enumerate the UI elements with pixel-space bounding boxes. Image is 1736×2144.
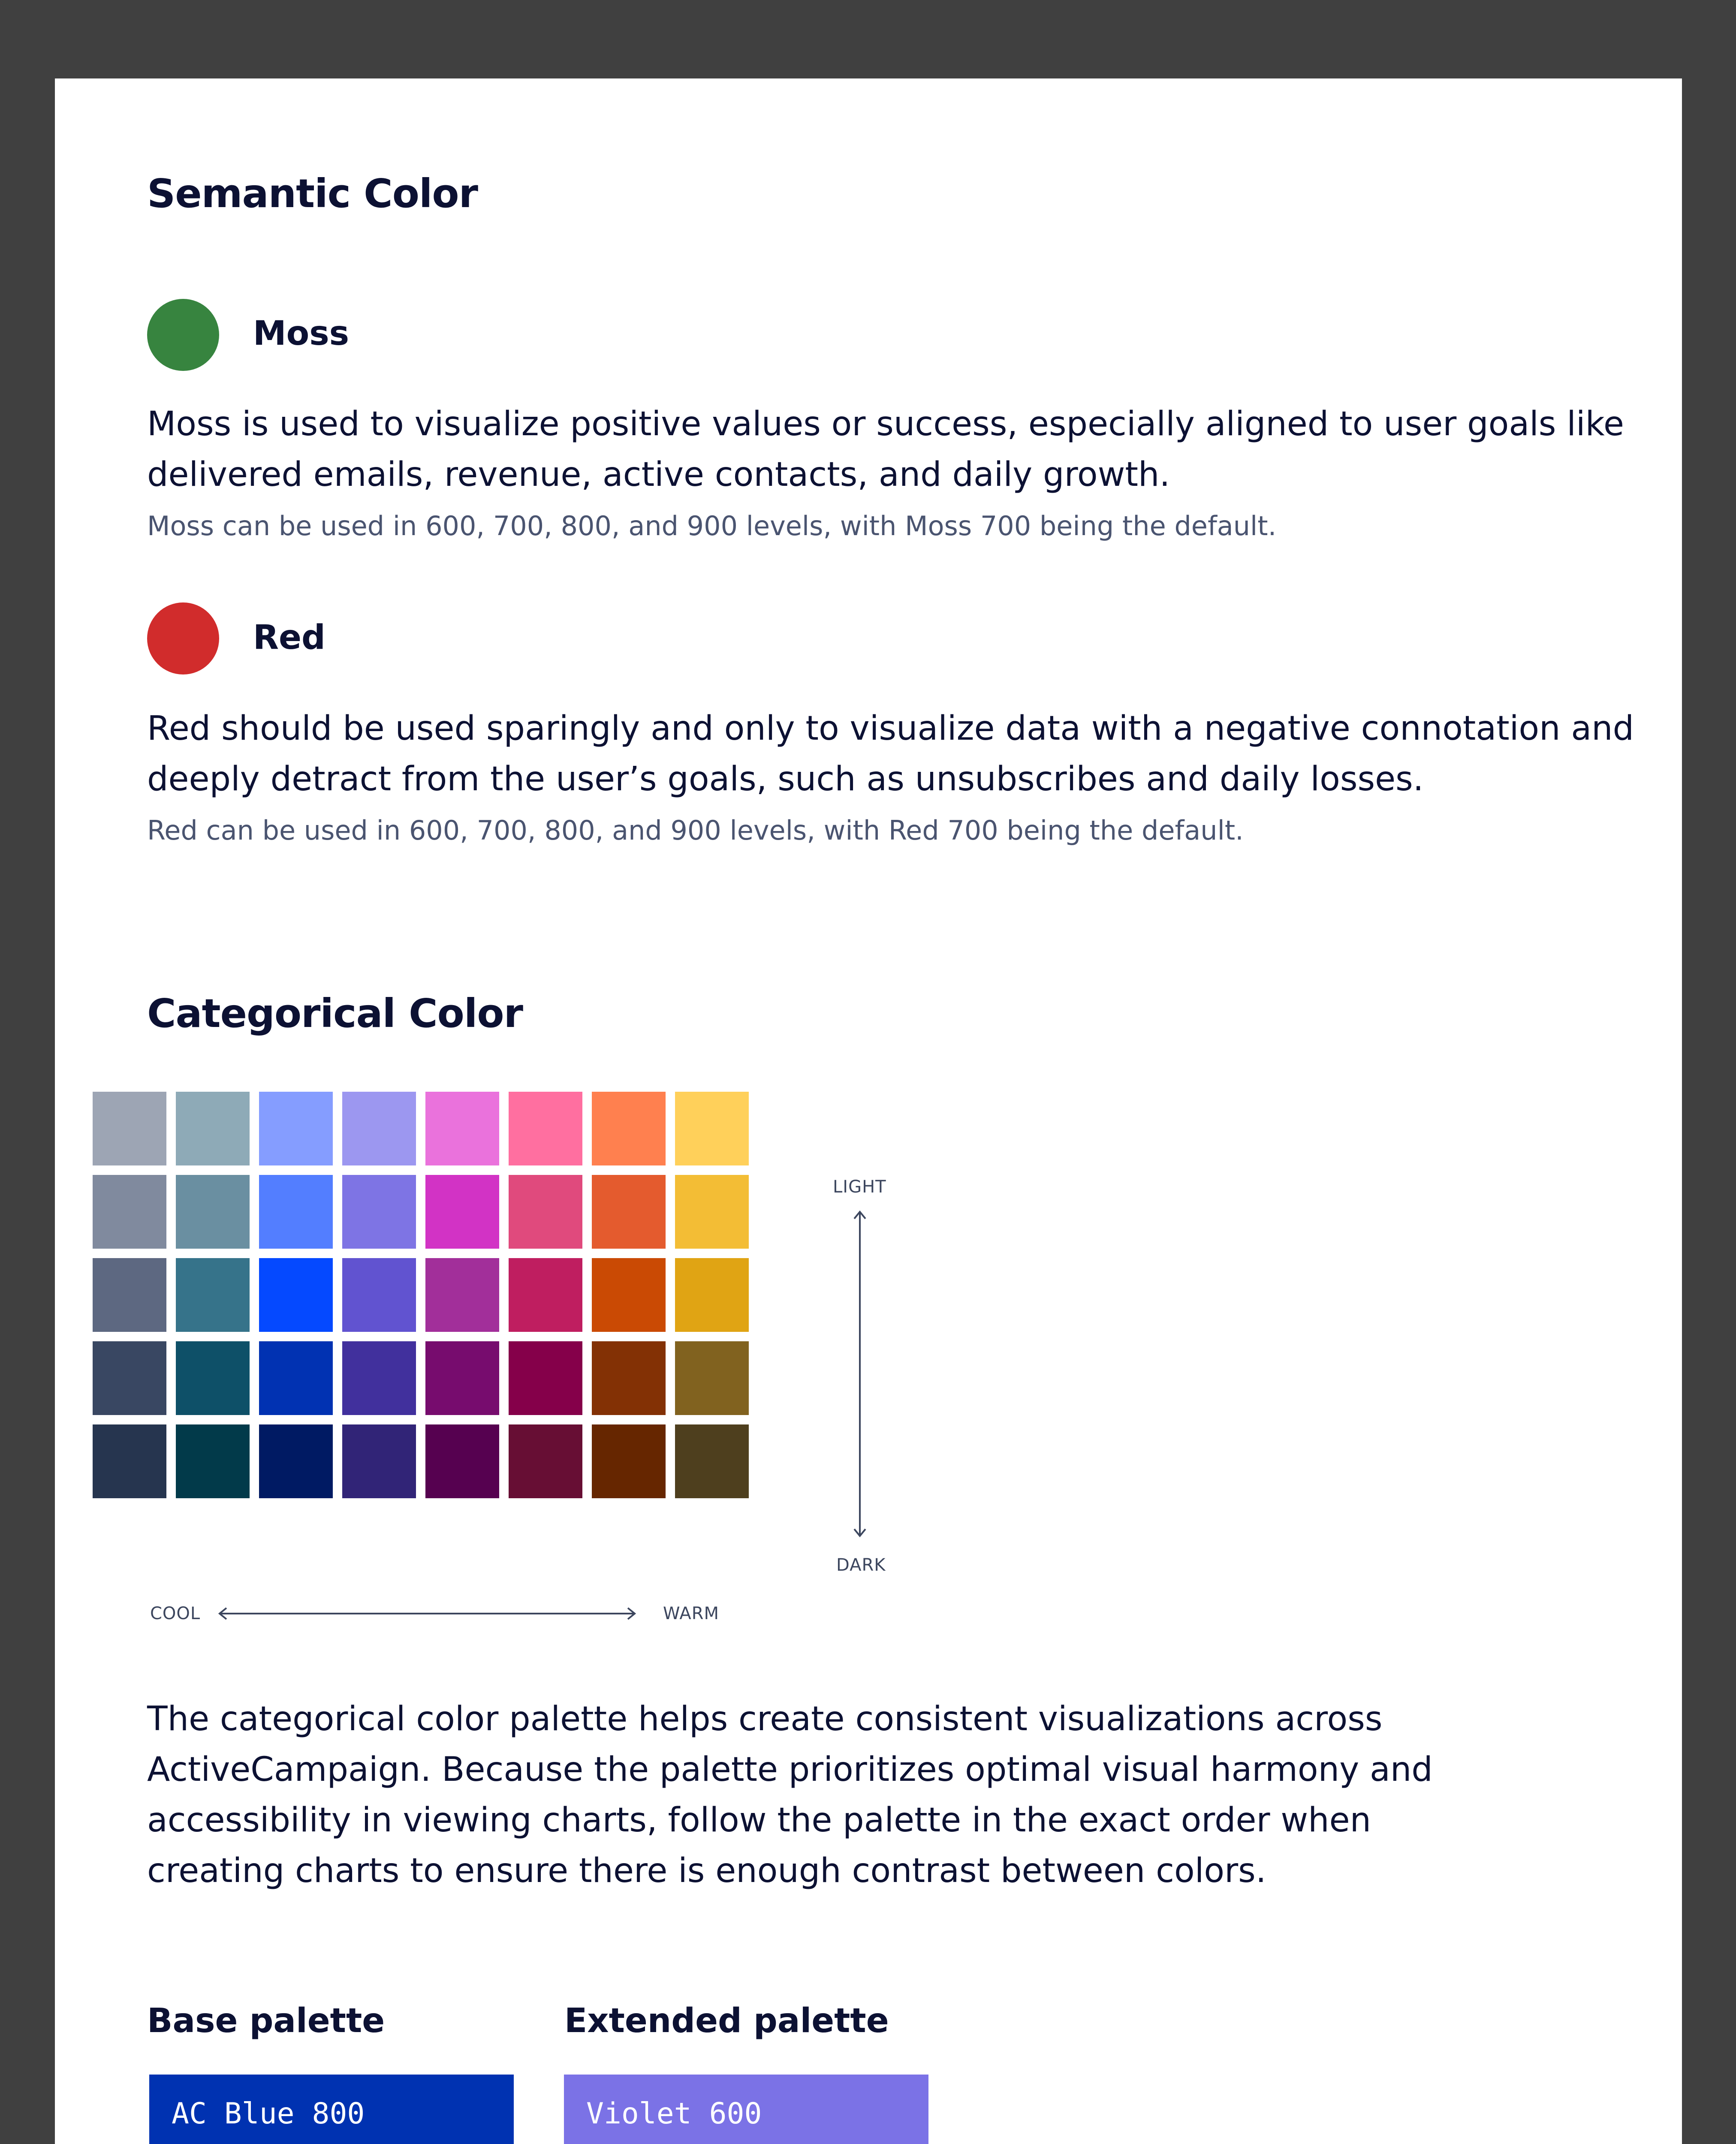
swatch-r2-c8 — [675, 1175, 749, 1249]
base-palette-item — [149, 2075, 514, 2144]
horizontal-cool-warm-arrow — [217, 1603, 637, 1624]
red-usage-note: Red can be used in 600, 700, 800, and 900 levels, with Red 700 being the default. — [147, 815, 1244, 846]
red-description-line-2: deeply detract from the user’s goals, such as unsubscribes and daily losses. — [147, 760, 1424, 798]
red-color-dot — [147, 602, 219, 675]
categorical-description — [147, 1694, 1433, 1896]
swatch-r1-c8 — [675, 1092, 749, 1165]
categorical-description-line-4: creating charts to ensure there is enough contrast between colors. — [147, 1852, 1266, 1890]
swatch-r3-c6 — [509, 1258, 582, 1332]
swatch-r1-c4 — [342, 1092, 416, 1165]
moss-title: Moss — [253, 314, 350, 353]
swatch-r5-c8 — [675, 1424, 749, 1498]
swatch-r2-c5 — [425, 1175, 499, 1249]
base-palette-item-label: AC Blue 800 — [172, 2096, 365, 2131]
swatch-r5-c1 — [93, 1424, 166, 1498]
extended-palette-title: Extended palette — [564, 2002, 889, 2040]
moss-description-line-1: Moss is used to visualize positive values or success, especially aligned to user goals like — [147, 405, 1624, 443]
swatch-r5-c4 — [342, 1424, 416, 1498]
swatch-r5-c6 — [509, 1424, 582, 1498]
swatch-r5-c5 — [425, 1424, 499, 1498]
swatch-r4-c6 — [509, 1341, 582, 1415]
axis-label-dark: DARK — [836, 1555, 886, 1575]
axis-label-warm: WARM — [663, 1604, 720, 1623]
axis-label-cool: COOL — [150, 1604, 201, 1623]
swatch-r1-c6 — [509, 1092, 582, 1165]
swatch-r1-c7 — [592, 1092, 666, 1165]
red-title: Red — [253, 618, 326, 657]
extended-palette-item — [564, 2075, 928, 2144]
swatch-r4-c5 — [425, 1341, 499, 1415]
swatch-r1-c5 — [425, 1092, 499, 1165]
vertical-light-dark-arrow — [849, 1209, 871, 1539]
categorical-color-heading: Categorical Color — [147, 991, 523, 1036]
swatch-r3-c5 — [425, 1258, 499, 1332]
red-description-line-1: Red should be used sparingly and only to visualize data with a negative connotation and — [147, 709, 1634, 748]
swatch-r4-c8 — [675, 1341, 749, 1415]
swatch-r2-c1 — [93, 1175, 166, 1249]
moss-description — [147, 399, 1624, 500]
moss-usage-note: Moss can be used in 600, 700, 800, and 900 levels, with Moss 700 being the default. — [147, 510, 1277, 542]
red-description — [147, 703, 1634, 804]
swatch-r5-c2 — [176, 1424, 250, 1498]
swatch-r5-c3 — [259, 1424, 333, 1498]
swatch-r2-c6 — [509, 1175, 582, 1249]
swatch-r2-c7 — [592, 1175, 666, 1249]
categorical-description-line-1: The categorical color palette helps create consistent visualizations across — [147, 1700, 1383, 1738]
swatch-r1-c3 — [259, 1092, 333, 1165]
swatch-r1-c1 — [93, 1092, 166, 1165]
swatch-r3-c8 — [675, 1258, 749, 1332]
swatch-r2-c2 — [176, 1175, 250, 1249]
categorical-description-line-2: ActiveCampaign. Because the palette prioritizes optimal visual harmony and — [147, 1750, 1433, 1789]
swatch-r3-c4 — [342, 1258, 416, 1332]
swatch-r3-c2 — [176, 1258, 250, 1332]
swatch-r5-c7 — [592, 1424, 666, 1498]
swatch-r2-c3 — [259, 1175, 333, 1249]
swatch-r4-c3 — [259, 1341, 333, 1415]
extended-palette-item-label: Violet 600 — [586, 2096, 762, 2131]
categorical-swatch-grid — [93, 1092, 749, 1498]
semantic-color-heading: Semantic Color — [147, 171, 478, 217]
swatch-r1-c2 — [176, 1092, 250, 1165]
swatch-r3-c7 — [592, 1258, 666, 1332]
swatch-r2-c4 — [342, 1175, 416, 1249]
swatch-r3-c1 — [93, 1258, 166, 1332]
swatch-r3-c3 — [259, 1258, 333, 1332]
swatch-r4-c7 — [592, 1341, 666, 1415]
categorical-description-line-3: accessibility in viewing charts, follow the palette in the exact order when — [147, 1801, 1371, 1840]
moss-description-line-2: delivered emails, revenue, active contacts, and daily growth. — [147, 455, 1170, 494]
swatch-r4-c2 — [176, 1341, 250, 1415]
moss-color-dot — [147, 299, 219, 371]
axis-label-light: LIGHT — [833, 1177, 886, 1197]
swatch-r4-c4 — [342, 1341, 416, 1415]
base-palette-title: Base palette — [147, 2002, 385, 2040]
swatch-r4-c1 — [93, 1341, 166, 1415]
